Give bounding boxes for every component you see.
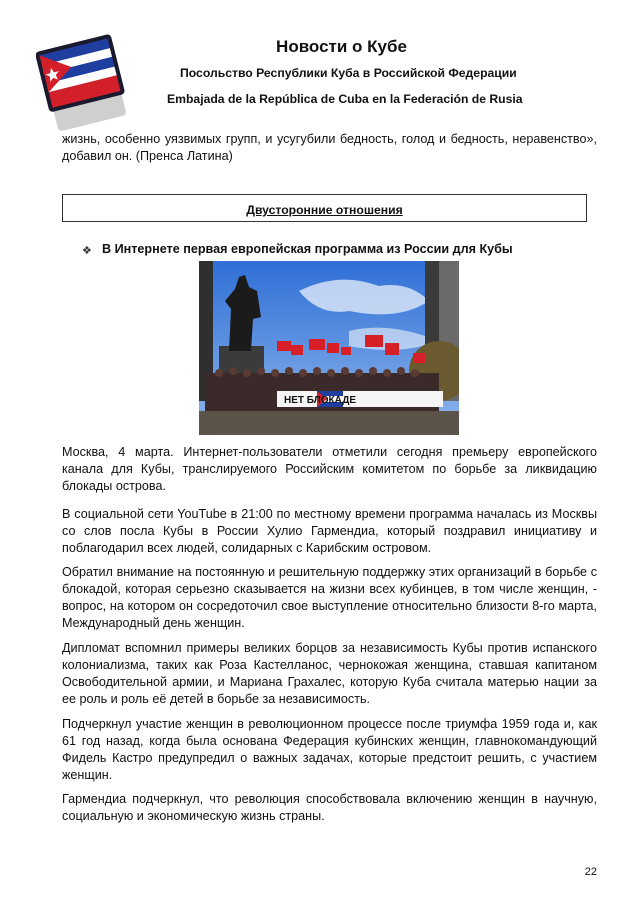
diamond-bullet-icon: ❖ bbox=[82, 245, 92, 257]
article-paragraph: Гармендиа подчеркнул, что революция способствовала включению женщин в научную, социальную и экономическую жизнь страны. bbox=[62, 792, 597, 823]
article-photo bbox=[199, 261, 459, 435]
embassy-name-es: Embajada de la República de Cuba en la Federación de Rusia bbox=[167, 92, 523, 106]
article-title: В Интернете первая европейская программа из России для Кубы bbox=[102, 242, 513, 256]
photo-banner-text: НЕТ БЛОКАДЕ bbox=[284, 395, 357, 406]
article-paragraph: Дипломат вспомнил примеры великих борцов за независимость Кубы против испанского колониализма, таких как Роза Кастелланос, чернокожая женщина, ставшая капитаном Освободительной армии, и Мариана Грахалес, которую Куба считала матерью нации за ее роль и роль её детей в борьбе за независимость. bbox=[62, 641, 597, 706]
section-heading: Двусторонние отношения bbox=[246, 203, 403, 217]
article-paragraph: Москва, 4 марта. Интернет-пользователи отметили сегодня премьеру европейского канала для Кубы, транслируемого Российским комитетом по борьбе за ликвидацию блокады острова. bbox=[62, 445, 597, 493]
intro-paragraph: жизнь, особенно уязвимых групп, и усугубили бедность, голод и бедность, неравенство», добавил он. (Пренса Латина) bbox=[62, 132, 597, 163]
page-title: Новости о Кубе bbox=[276, 37, 407, 56]
section-heading-box bbox=[62, 194, 587, 222]
article-paragraph: Подчеркнул участие женщин в революционном процессе после триумфа 1959 года и, как 61 год назад, когда была основана Федерация кубинских женщин, главнокомандующий Фидель Кастро предупредил о важных задачах, которые предстоит решить, с участием женщин. bbox=[62, 717, 597, 782]
page-number: 22 bbox=[584, 866, 597, 878]
article-paragraph: В социальной сети YouTube в 21:00 по местному времени программа началась из Москвы со слов посла Кубы в России Хулио Гармендиа, который поздравил инициативу и поблагодарил всех людей, солидарных с Карибским островом. bbox=[62, 507, 597, 555]
article-paragraph: Обратил внимание на постоянную и решительную поддержку этих организаций в борьбе с блокадой, которая серьезно сказывается на жизни всех кубинцев, в том числе женщин, - вопрос, на котором он сосредоточил свое выступление относительно близости 8-го марта, Международный день женщин. bbox=[62, 565, 597, 630]
embassy-name-ru: Посольство Республики Куба в Российской Федерации bbox=[180, 66, 517, 80]
